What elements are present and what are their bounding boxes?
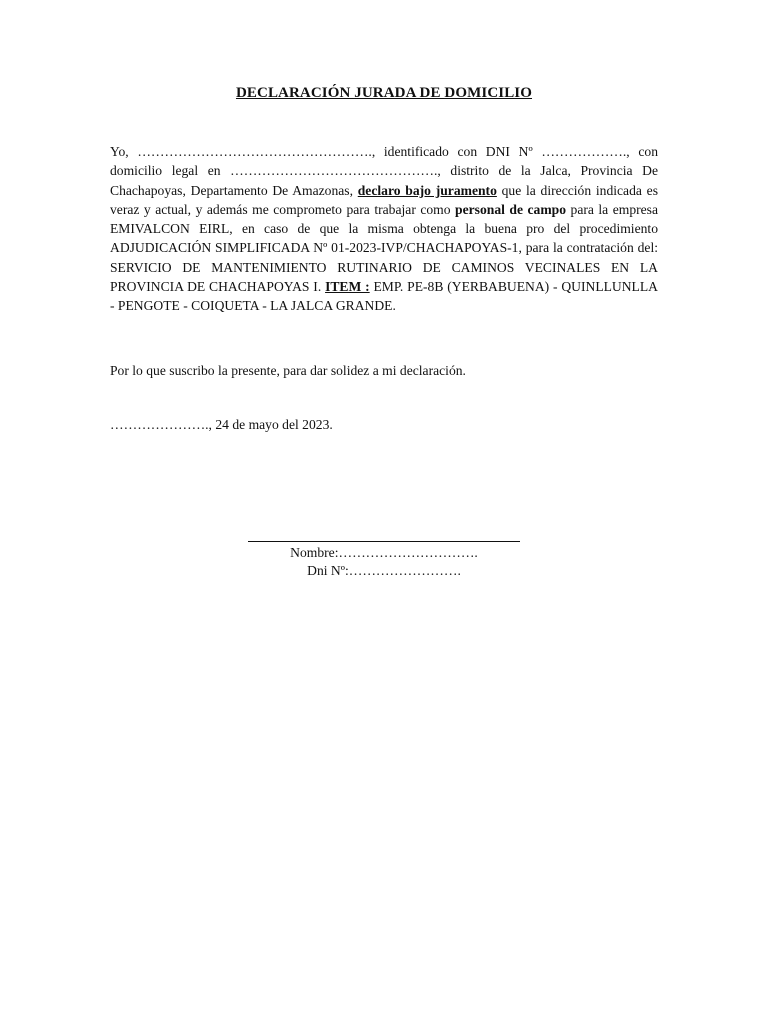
body-emphasis-item: ITEM : <box>325 279 370 295</box>
date-line: …………………., 24 de mayo del 2023. <box>110 417 333 432</box>
document-title: DECLARACIÓN JURADA DE DOMICILIO <box>235 85 533 101</box>
body-emphasis-personal: personal de campo <box>455 201 567 217</box>
body-emphasis-declaro: declaro bajo juramento <box>357 182 497 198</box>
body-text-part1: Yo, ……………………………………………., identificado con DNI Nº ………………., con domicilio legal en ………………………………………., distrito de la Jalca, Provincia De Chachapoyas, Departamento De Amazonas, <box>110 144 658 198</box>
signature-name: Nombre:…………………………. <box>290 545 478 560</box>
body-text-part2: que la dirección indicada es veraz y actual, y además me comprometo para trabajar como <box>110 182 658 217</box>
signature-line <box>248 541 520 542</box>
body-text-part4: EMP. PE-8B (YERBABUENA) - QUINLLUNLLA - PENGOTE - COIQUETA - LA JALCA GRANDE. <box>110 279 658 314</box>
declaration-paragraph <box>110 142 658 316</box>
body-text-part3: para la empresa EMIVALCON EIRL, en caso de que la misma obtenga la buena pro del procedimiento ADJUDICACIÓN SIMPLIFICADA Nº 01-2023-IVP/CHACHAPOYAS-1, para la contratación del: SERVICIO DE MANTENIMIENTO RUTINARIO DE CAMINOS VECINALES EN LA PROVINCIA DE CHACHAPOYAS I. <box>110 201 659 295</box>
closing-paragraph: Por lo que suscribo la presente, para dar solidez a mi declaración. <box>110 363 466 378</box>
signature-dni: Dni Nº:……………………. <box>307 563 461 578</box>
